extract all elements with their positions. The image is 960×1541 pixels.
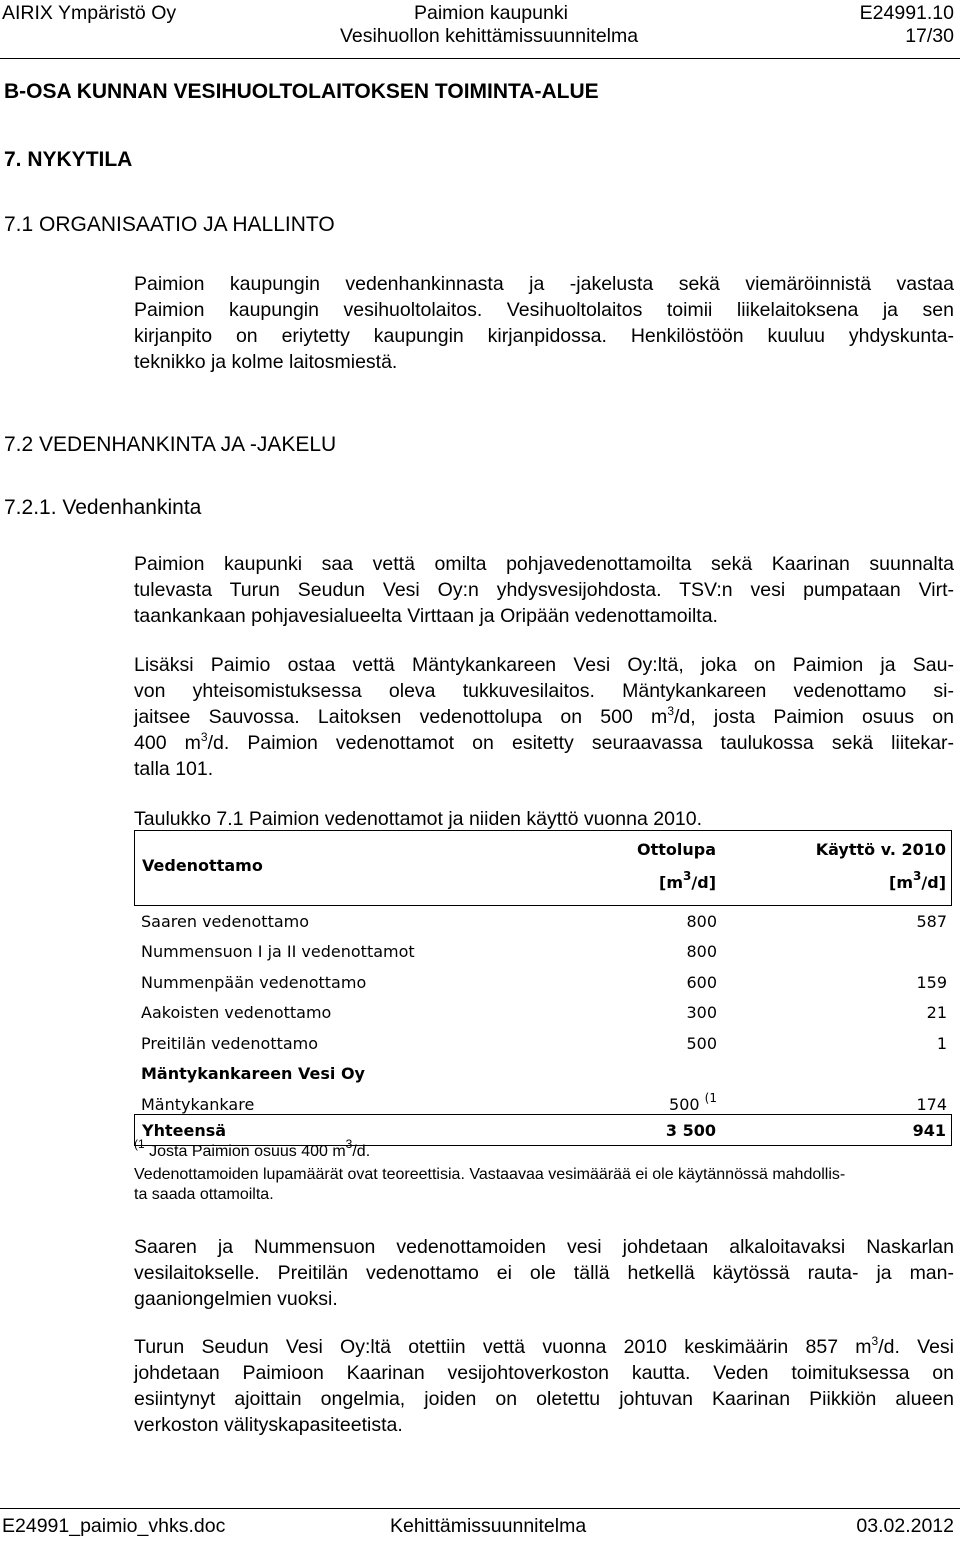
table-caption: Taulukko 7.1 Paimion vedenottamot ja niiden käyttö vuonna 2010. [134,808,703,830]
cell-name: Preitilän vedenottamo [141,1034,319,1053]
footer-doc-type: Kehittämissuunnitelma [390,1515,587,1537]
table-note-line: ta saada ottamoilta. [134,1186,274,1203]
header-client: Paimion kaupunki [414,2,568,24]
text-line: tulevasta Turun Seudun Vesi Oy:n yhdysvesijohdosta. TSV:n vesi pumpataan Virt- [134,579,954,601]
footnote-mark: (1 [704,1091,717,1105]
paragraph-mantykankare [134,652,954,782]
cell-permit: 500 [686,1034,717,1053]
section-b-title: B-OSA KUNNAN VESIHUOLTOLAITOKSEN TOIMINTA-ALUE [4,80,599,103]
text-line: vesilaitokselle. Preitilän vedenottamo ei ole tällä hetkellä käytössä rauta- ja man- [134,1262,954,1284]
text-line: verkoston välityskapasiteetista. [134,1414,403,1436]
cell-name: Nummenpään vedenottamo [141,973,367,992]
text-line: kirjanpito on eriytetty kaupungin kirjanpidossa. Henkilöstöön kuuluu yhdyskunta- [134,325,954,347]
section-7-1-title: 7.1 ORGANISAATIO JA HALLINTO [4,213,335,236]
text-line: Saaren ja Nummensuon vedenottamoiden vesi johdetaan alkaloitavaksi Naskarlan [134,1236,954,1258]
superscript: 3 [667,704,674,718]
section-7-2-title: 7.2 VEDENHANKINTA JA -JAKELU [4,433,337,456]
column-header-use: Käyttö v. 2010 [815,840,946,859]
text-fragment: 400 m [134,732,201,754]
cell-permit: 800 [686,912,717,931]
footer-file-name: E24991_paimio_vhks.doc [2,1515,226,1537]
paragraph-tsv [134,1334,954,1438]
footer-date: 03.02.2012 [856,1515,954,1537]
footnote-mark: (1 [134,1137,145,1151]
table-row [134,906,952,936]
table-row [134,936,952,966]
table-row [134,997,952,1027]
cell-use: 159 [916,973,947,992]
cell-permit: 600 [686,973,717,992]
cell-use: 21 [926,1003,947,1022]
text-line: teknikko ja kolme laitosmiestä. [134,351,398,373]
text-line: taankankaan pohjavesialueelta Virttaan ja Oripään vedenottamoilta. [134,605,718,627]
cell-permit: 500 $^{(1}$ [669,1091,717,1114]
table-total-row [134,1114,952,1146]
cell-use: 941 [912,1121,946,1140]
text-line: Lisäksi Paimio ostaa vettä Mäntykankareen Vesi Oy:ltä, joka on Paimion ja Sau- [134,654,954,676]
chapter-7-title: 7. NYKYTILA [4,148,133,171]
text-fragment: /d. Paimion vedenottamot on esitetty seuraavassa taulukossa sekä liitekar- [207,732,954,754]
cell-use: 1 [936,1034,947,1053]
text-line: Paimion kaupungin vedenhankinnasta ja -jakelusta sekä viemäröinnistä vastaa [134,273,954,295]
cell-name: Saaren vedenottamo [141,912,310,931]
column-unit-use: $[m^3/d]$ [889,869,946,892]
text-fragment: jaitsee Sauvossa. Laitoksen vedenottolupa on 500 m [134,706,668,728]
column-header-permit: Ottolupa [636,840,716,859]
text-line: Turun Seudun Vesi Oy:ltä otettiin vettä vuonna 2010 keskimäärin 857 $m^3/d$. Vesi [134,1334,954,1358]
text-line: gaaniongelmien vuoksi. [134,1288,338,1310]
footer-rule [0,1508,960,1509]
cell-name: Nummensuon I ja II vedenottamot [141,942,415,961]
table-header [134,830,952,906]
cell-permit: 300 [686,1003,717,1022]
header-page-number: 17/30 [905,25,954,47]
table-row [134,1028,952,1058]
cell-permit: 3 500 [665,1121,716,1140]
header-doc-number: E24991.10 [859,2,954,24]
table-row [134,967,952,997]
table-footnote: $^{(1}$ Josta Paimion osuus 400 $m^3/d$. [134,1137,371,1160]
column-header-intake: Vedenottamo [142,856,263,875]
cell-name: Mäntykankareen Vesi Oy [141,1064,365,1083]
superscript: 3 [200,730,208,744]
text-fragment: /d, josta Paimion osuus on [674,706,954,728]
cell-name: Yhteensä [142,1121,227,1140]
cell-name: Aakoisten vedenottamo [141,1003,332,1022]
text-line: von yhteisomistuksessa oleva tukkuvesilaitos. Mäntykankareen vedenottamo si- [134,680,954,702]
header-rule [0,58,960,59]
cell-use: 174 [916,1095,947,1114]
header-doc-title: Vesihuollon kehittämissuunnitelma [340,25,639,47]
cell-use: 587 [916,912,947,931]
text-line: esiintynyt ajoittain ongelmia, joiden on oletettu johtuvan Kaarinan Piikkiön alueen [134,1388,954,1410]
paragraph-organisation [134,271,954,375]
text-line [134,704,954,730]
paragraph-treatment [134,1234,954,1312]
table-note-line: Vedenottamoiden lupamäärät ovat teoreettisia. Vastaavaa vesimäärää ei ole käytännössä mahdollis- [134,1166,846,1183]
cell-permit: 800 [686,942,717,961]
text-line: Paimion kaupunki saa vettä omilta pohjavedenottamoilta sekä Kaarinan suunnalta [134,553,954,575]
cell-name: Mäntykankare [141,1095,255,1114]
text-line [134,730,954,756]
table-row-group [134,1058,952,1088]
text-line: talla 101. [134,758,214,780]
text-line: Paimion kaupungin vesihuoltolaitos. Vesihuoltolaitos toimii liikelaitoksena ja sen [134,299,954,321]
text-line: johdetaan Paimioon Kaarinan vesijohtoverkoston kautta. Veden toimituksessa on [134,1362,954,1384]
section-7-2-1-title: 7.2.1. Vedenhankinta [4,496,202,519]
column-unit-permit: $[m^3/d]$ [659,869,716,892]
header-company: AIRIX Ympäristö Oy [2,2,177,24]
paragraph-water-supply [134,551,954,629]
